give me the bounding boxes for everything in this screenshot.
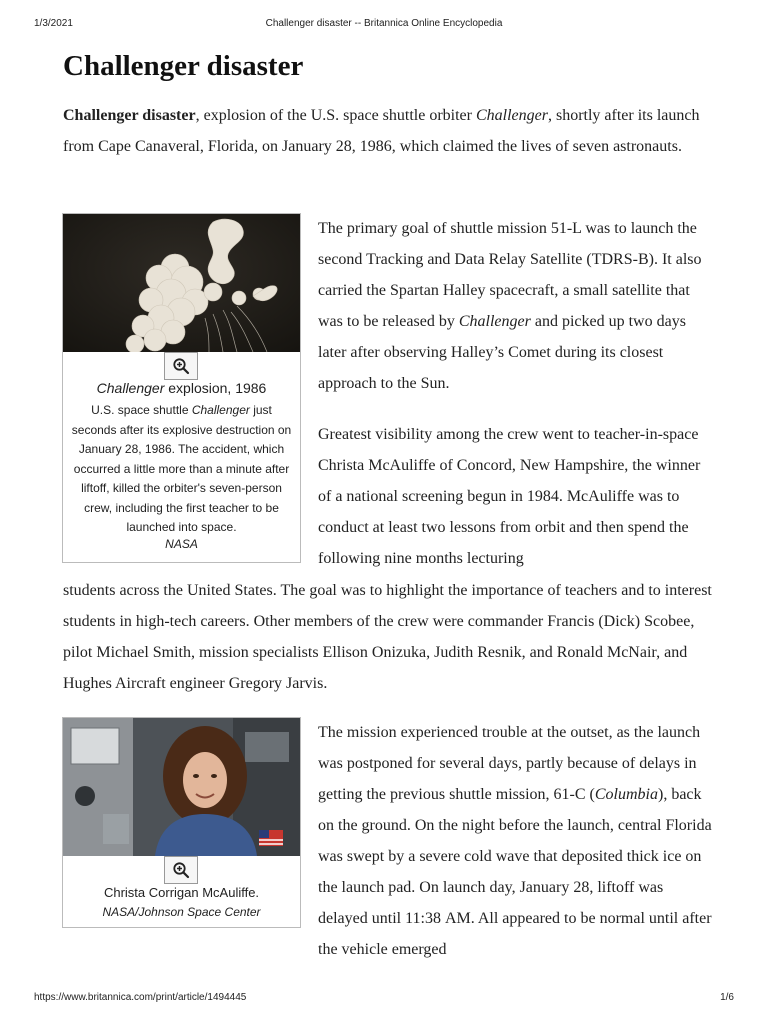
figure-credit: NASA	[165, 537, 198, 551]
figure-caption-text: U.S. space shuttle Challenger just seconds after its explosive destruction on January 28, 1986. The accident, which occurred a little more than a minute after liftoff, killed the orbiter's seven-person crew, including the first teacher to be launched into space.	[71, 403, 292, 534]
figure-caption-title: Christa Corrigan McAuliffe.	[103, 885, 260, 900]
mission-goal-paragraph: The primary goal of shuttle mission 51-L was to launch the second Tracking and Data Relay Satellite (TDRS-B). It also carried the Spartan Halley spacecraft, a small satellite that was to be released by Challenger and picked up two days later after observing Halley’s Comet during its closest approach to the Sun.	[318, 220, 702, 392]
figure-credit: NASA/Johnson Space Center	[102, 905, 261, 919]
intro-term: Challenger disaster	[63, 107, 196, 124]
print-date: 1/3/2021	[34, 18, 73, 29]
magnifier-plus-icon	[172, 861, 190, 879]
print-page-title: Challenger disaster -- Britannica Online Encyclopedia	[265, 18, 503, 29]
mcauliffe-photo[interactable]	[63, 718, 300, 856]
crew-paragraph: Greatest visibility among the crew went to teacher-in-space Christa McAuliffe of Concord, New Hampshire, the winner of a national screening begun in 1984. McAuliffe was to conduct at least two lessons from orbit and then spend the following nine months lecturing	[318, 426, 701, 567]
article-title: Challenger disaster	[63, 50, 304, 82]
figure-caption-title: Challenger explosion, 1986	[96, 380, 267, 396]
figure-mcauliffe	[62, 717, 301, 928]
zoom-button[interactable]	[164, 352, 198, 380]
figure-challenger-explosion	[62, 213, 301, 563]
launch-paragraph: The mission experienced trouble at the outset, as the launch was postponed for several days, partly because of delays in getting the previous shuttle mission, 61-C (Columbia), back on the ground. On the night before the launch, central Florida was swept by a severe cold wave that deposited thick ice on the launch pad. On launch day, January 28, liftoff was delayed until 11:38 AM. All appeared to be normal until after the vehicle emerged	[318, 724, 712, 958]
challenger-explosion-photo[interactable]	[63, 214, 300, 352]
page-number: 1/6	[720, 992, 734, 1003]
crew-paragraph-continued: students across the United States. The goal was to highlight the importance of teachers and to interest students in high-tech careers. Other members of the crew were commander Francis (Dick) Scobee, pilot Michael Smith, mission specialists Ellison Onizuka, Judith Resnik, and Ronald McNair, and Hughes Aircraft engineer Gregory Jarvis.	[63, 582, 712, 692]
zoom-button[interactable]	[164, 856, 198, 884]
intro-paragraph: Challenger disaster, explosion of the U.S. space shuttle orbiter Challenger, shortly after its launch from Cape Canaveral, Florida, on January 28, 1986, which claimed the lives of seven astronauts.	[63, 107, 700, 155]
print-url: https://www.britannica.com/print/article/1494445	[34, 992, 247, 1003]
magnifier-plus-icon	[172, 357, 190, 375]
print-header	[0, 18, 768, 32]
